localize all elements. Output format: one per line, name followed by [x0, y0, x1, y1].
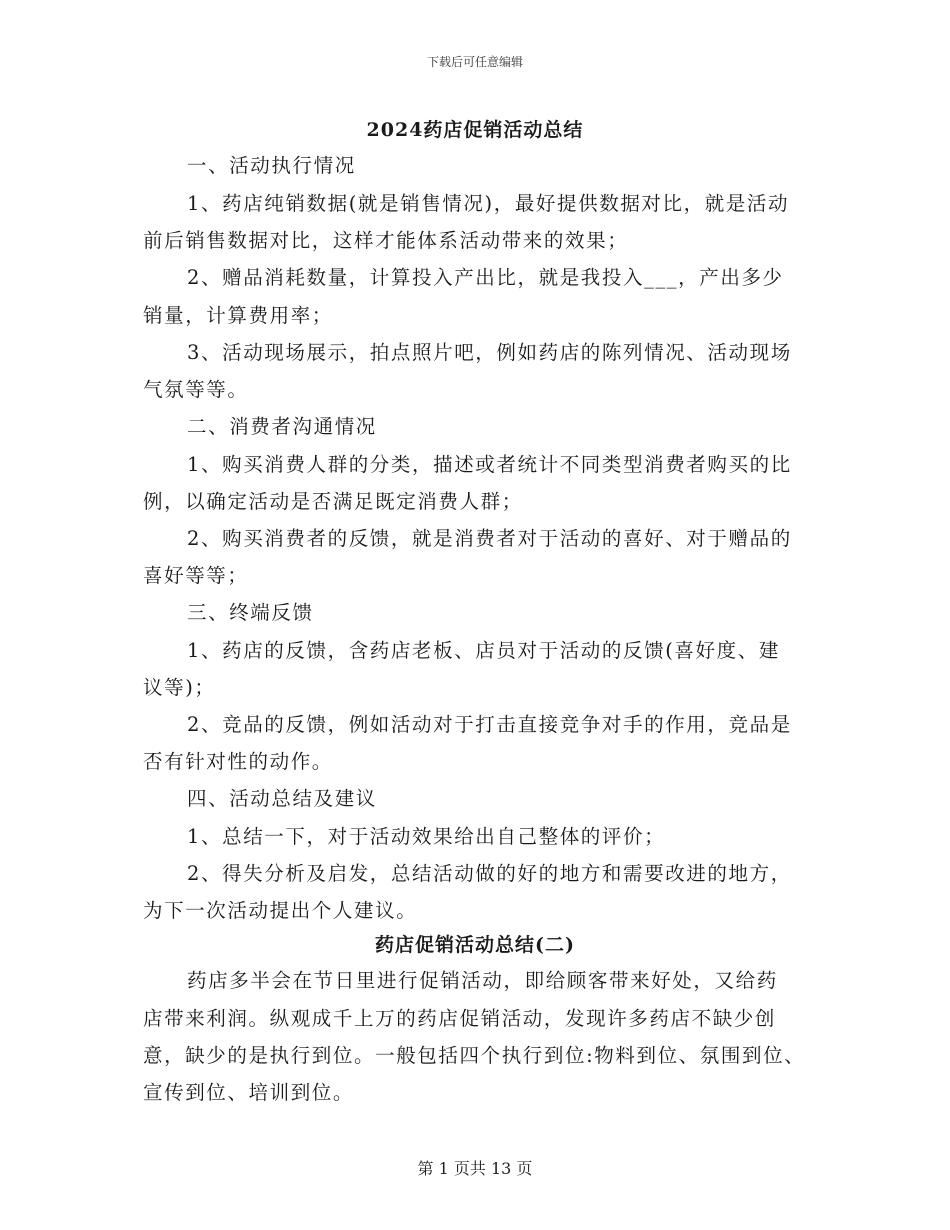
- paragraph-line: 2、得失分析及启发，总结活动做的好的地方和需要改进的地方，: [187, 862, 792, 885]
- paragraph-line: 1、购买消费人群的分类，描述或者统计不同类型消费者购买的比: [187, 453, 792, 476]
- section-title: 药店促销活动总结(二): [375, 934, 575, 956]
- paragraph-line: 销量，计算费用率；: [143, 304, 333, 327]
- heading-consumer-communication: 二、消费者沟通情况: [187, 415, 377, 438]
- paragraph-line: 为下一次活动提出个人建议。: [143, 899, 418, 922]
- paragraph-line: 3、活动现场展示，拍点照片吧，例如药店的陈列情况、活动现场: [187, 341, 792, 364]
- paragraph-line: 喜好等等；: [143, 564, 249, 587]
- heading-activity-execution: 一、活动执行情况: [187, 154, 356, 177]
- heading-summary-suggestions: 四、活动总结及建议: [187, 787, 377, 810]
- page-footer: 第 1 页共 13 页: [417, 1159, 533, 1178]
- paragraph-line: 意，缺少的是执行到位。一般包括四个执行到位:物料到位、氛围到位、: [143, 1044, 806, 1067]
- paragraph-line: 2、购买消费者的反馈，就是消费者对于活动的喜好、对于赠品的: [187, 527, 792, 550]
- paragraph-line: 1、药店的反馈，含药店老板、店员对于活动的反馈(喜好度、建: [187, 639, 780, 662]
- paragraph-line: 1、总结一下，对于活动效果给出自己整体的评价；: [187, 825, 666, 848]
- paragraph-line: 店带来利润。纵观成千上万的药店促销活动，发现许多药店不缺少创: [143, 1007, 777, 1030]
- paragraph-line: 气氛等等。: [143, 378, 249, 401]
- paragraph-line: 宣传到位、培训到位。: [143, 1081, 355, 1104]
- paragraph-line: 2、竞品的反馈，例如活动对于打击直接竞争对手的作用，竞品是: [187, 713, 792, 736]
- paragraph-line: 1、药店纯销数据(就是销售情况)，最好提供数据对比，就是活动: [187, 192, 790, 215]
- paragraph-line: 2、赠品消耗数量，计算投入产出比，就是我投入___，产出多少: [187, 266, 784, 289]
- paragraph-line: 前后销售数据对比，这样才能体系活动带来的效果；: [143, 229, 629, 252]
- heading-terminal-feedback: 三、终端反馈: [187, 601, 314, 624]
- page-title: 2024药店促销活动总结: [366, 119, 584, 141]
- paragraph-line: 否有针对性的动作。: [143, 750, 333, 773]
- paragraph-line: 药店多半会在节日里进行促销活动，即给顾客带来好处，又给药: [187, 969, 778, 992]
- header-note: 下载后可任意编辑: [426, 55, 523, 69]
- paragraph-line: 例，以确定活动是否满足既定消费人群；: [143, 490, 523, 513]
- paragraph-line: 议等)；: [143, 676, 216, 699]
